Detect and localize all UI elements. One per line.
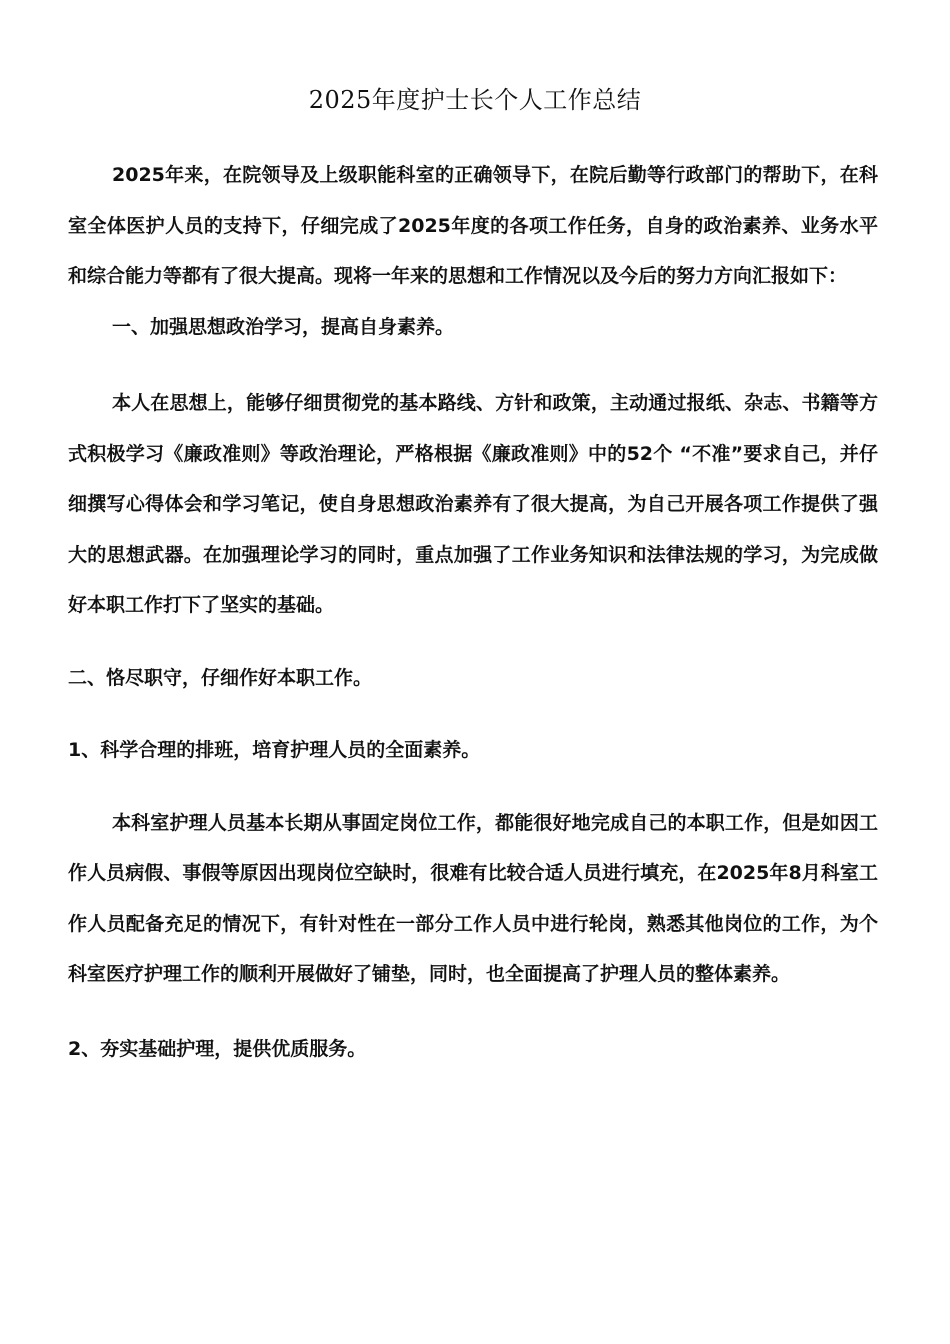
intro-paragraph: 2025年来，在院领导及上级职能科室的正确领导下，在院后勤等行政部门的帮助下，在科室全体医护人员的支持下，仔细完成了2025年度的各项工作任务，自身的政治素养、业务水平和综合能力等都有了很大提高。现将一年来的思想和工作情况以及今后的努力方向汇报如下：: [68, 164, 878, 287]
sub-heading-1: 1、科学合理的排班，培育护理人员的全面素养。: [68, 739, 481, 761]
document-title: 2025年度护士长个人工作总结: [308, 86, 642, 114]
section-paragraph-2: 本科室护理人员基本长期从事固定岗位工作，都能很好地完成自己的本职工作，但是如因工作人员病假、事假等原因出现岗位空缺时，很难有比较合适人员进行填充，在2025年8月科室工作人员配备充足的情况下，有针对性在一部分工作人员中进行轮岗，熟悉其他岗位的工作，为个科室医疗护理工作的顺利开展做好了铺垫，同时，也全面提高了护理人员的整体素养。: [68, 811, 878, 985]
document-body: [68, 150, 878, 1074]
sub-heading-2: 2、夯实基础护理，提供优质服务。: [68, 1037, 367, 1060]
section-heading-2: 二、恪尽职守，仔细作好本职工作。: [68, 666, 373, 689]
section-heading-1: 一、加强思想政治学习，提高自身素养。: [112, 315, 455, 338]
section-paragraph-1: 本人在思想上，能够仔细贯彻党的基本路线、方针和政策，主动通过报纸、杂志、书籍等方式积极学习《廉政准则》等政治理论，严格根据《廉政准则》中的52个 “不准”要求自己，并仔细撰写心得体会和学习笔记，使自身思想政治素养有了很大提高，为自己开展各项工作提供了强大的思想武器。在加强理论学习的同时，重点加强了工作业务知识和法律法规的学习，为完成做好本职工作打下了坚实的基础。: [68, 392, 878, 616]
